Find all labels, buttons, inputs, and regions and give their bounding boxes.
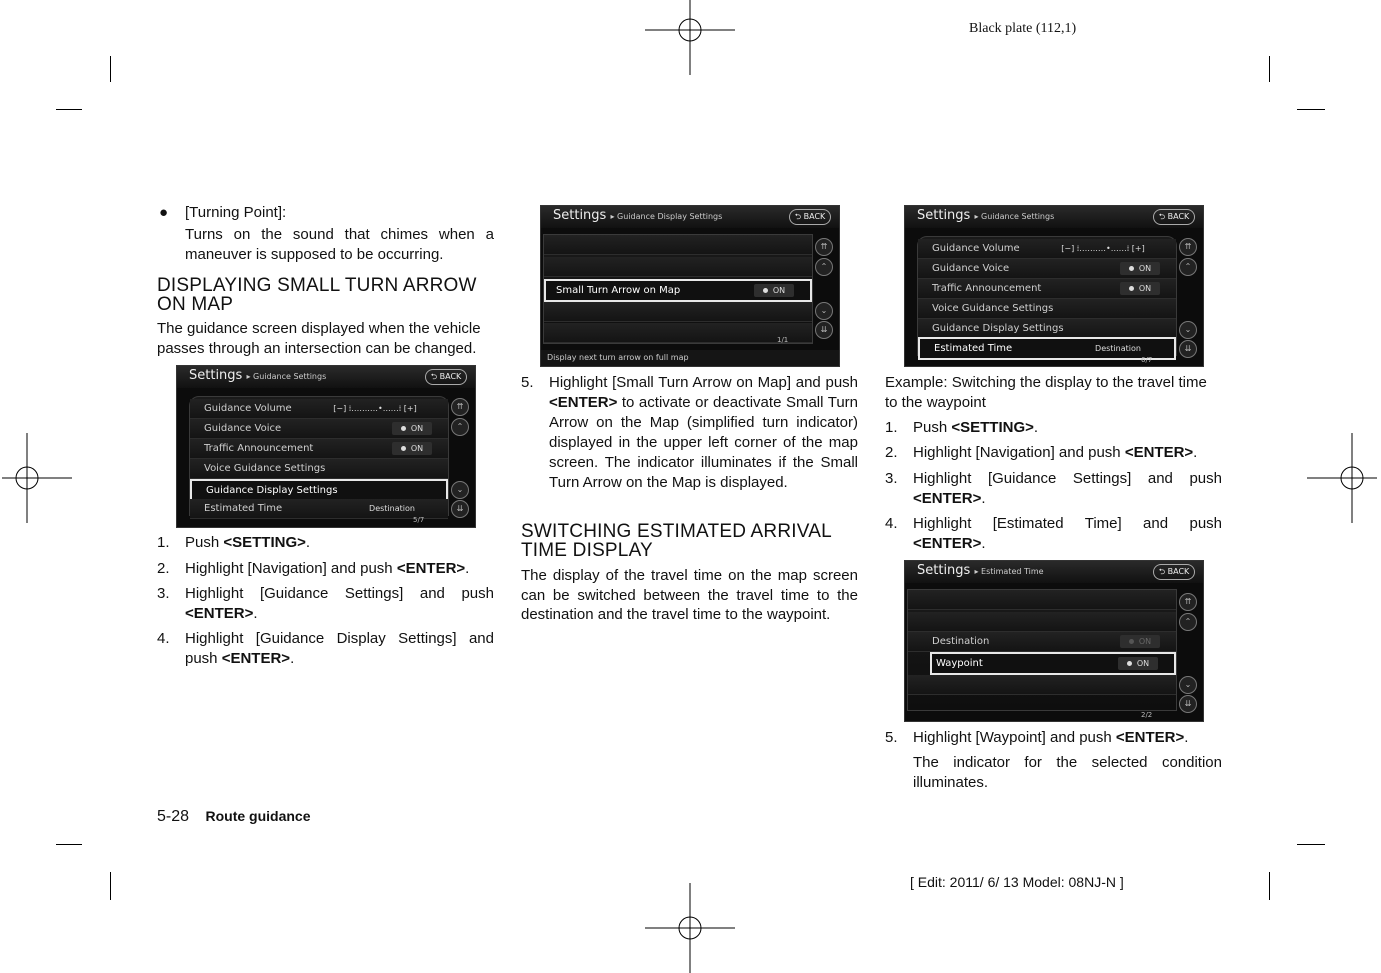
list-item (544, 235, 812, 255)
scroll-up-icon[interactable]: ⌃ (451, 418, 469, 436)
guidance-settings-screen-2 (904, 205, 1204, 367)
page-indicator: 2/2 (1141, 711, 1153, 719)
paragraph-line: passes through an intersection can be changed. (157, 340, 477, 357)
screen-help-text: Display next turn arrow on full map (541, 350, 839, 366)
list-item[interactable]: Estimated Time Destination (190, 499, 448, 519)
heading-line: SWITCHING ESTIMATED ARRIVAL (521, 521, 832, 542)
edit-info: [ Edit: 2011/ 6/ 13 Model: 08NJ-N ] (910, 874, 1124, 890)
scroll-top-icon[interactable]: ⇈ (815, 238, 833, 256)
scroll-down-icon[interactable]: ⌄ (815, 302, 833, 320)
paragraph-line: The guidance screen displayed when the vehicle (157, 320, 481, 337)
scroll-up-icon[interactable]: ⌃ (1179, 258, 1197, 276)
scroll-bottom-icon[interactable]: ⇊ (451, 500, 469, 518)
scroll-down-icon[interactable]: ⌄ (1179, 321, 1197, 339)
settings-list (189, 396, 449, 516)
scroll-up-icon[interactable]: ⌃ (1179, 613, 1197, 631)
registration-mark (1307, 433, 1381, 523)
back-button[interactable]: ⮌ BACK (789, 209, 831, 225)
scroll-down-icon[interactable]: ⌄ (1179, 676, 1197, 694)
volume-slider[interactable]: [−] ⁞‥‥‥‥‥•‥‥‥⁞ [+] (1061, 244, 1145, 253)
list-item (544, 323, 812, 343)
list-item[interactable]: Guidance Display Settings (918, 319, 1176, 339)
list-item (908, 590, 1176, 610)
list-item (908, 675, 1176, 695)
plate-label: Black plate (112,1) (969, 21, 1077, 36)
list-item-selected[interactable]: Estimated Time Destination (918, 337, 1176, 360)
section-heading (521, 522, 832, 560)
screen-header (541, 206, 839, 228)
crop-mark (56, 109, 82, 110)
screen-header (905, 206, 1203, 228)
screen-header (177, 366, 475, 388)
back-button[interactable]: ⮌ BACK (1153, 564, 1195, 580)
example-text: Example: Switching the display to the travel time to the waypoint (885, 374, 1207, 411)
screen-title: Settings ▸ Estimated Time (917, 563, 1044, 578)
scroll-top-icon[interactable]: ⇈ (1179, 238, 1197, 256)
registration-mark (645, 883, 735, 973)
list-item[interactable]: Traffic Announcement ON (190, 439, 448, 459)
list-item[interactable]: Destination ON (908, 632, 1176, 652)
list-item[interactable]: Voice Guidance Settings (190, 459, 448, 479)
list-item-selected[interactable]: Guidance Display Settings (190, 479, 448, 502)
heading-line: TIME DISPLAY (521, 540, 653, 561)
scroll-down-icon[interactable]: ⌄ (451, 481, 469, 499)
scroll-top-icon[interactable]: ⇈ (451, 398, 469, 416)
registration-mark (0, 433, 72, 523)
list-item[interactable]: Guidance Volume [−] ⁞‥‥‥‥‥•‥‥‥⁞ [+] (918, 239, 1176, 259)
list-item (908, 612, 1176, 632)
list-item-selected[interactable]: Waypoint ON (930, 652, 1176, 675)
heading-line: DISPLAYING SMALL TURN ARROW (157, 275, 477, 296)
list-item[interactable]: Traffic Announcement ON (918, 279, 1176, 299)
bullet-dot: ● (159, 204, 169, 221)
screen-title: Settings ▸ Guidance Display Settings (553, 208, 723, 223)
turning-point-bullet (157, 203, 494, 265)
list-item (544, 302, 812, 322)
crop-mark (1297, 844, 1325, 845)
scroll-top-icon[interactable]: ⇈ (1179, 593, 1197, 611)
crop-mark (1297, 109, 1325, 110)
page-indicator: 6/7 (1141, 356, 1153, 364)
crop-mark (1269, 56, 1270, 82)
section-name: Route guidance (205, 808, 311, 824)
settings-list (907, 589, 1177, 711)
section-heading (157, 276, 477, 314)
section-paragraph (157, 319, 494, 359)
crop-mark (56, 844, 82, 845)
list-item[interactable]: Guidance Voice ON (190, 419, 448, 439)
crop-mark (1269, 872, 1270, 900)
list-item-selected[interactable]: Small Turn Arrow on Map ON (544, 279, 812, 302)
list-item (544, 257, 812, 277)
page-indicator: 1/1 (777, 336, 789, 344)
back-button[interactable]: ⮌ BACK (1153, 209, 1195, 225)
step-item: 5. Highlight [Small Turn Arrow on Map] and push <ENTER> to activate or deactivate Small Turn Arrow on the Map (simplified turn indicator) displayed in the upper left corner of the map screen. The indicator illuminates if the Small Turn Arrow on the Map is displayed. (521, 374, 858, 491)
volume-slider[interactable]: [−] ⁞‥‥‥‥‥•‥‥‥⁞ [+] (333, 404, 417, 413)
back-button[interactable]: ⮌ BACK (425, 369, 467, 385)
scroll-up-icon[interactable]: ⌃ (815, 258, 833, 276)
bullet-title: [Turning Point]: (185, 204, 287, 221)
page-number: 5-28 (157, 808, 190, 825)
page-indicator: 5/7 (413, 516, 425, 524)
bullet-text: Turns on the sound that chimes when a maneuver is supposed to be occurring. (185, 226, 494, 263)
screen-header (905, 561, 1203, 583)
scroll-bottom-icon[interactable]: ⇊ (1179, 340, 1197, 358)
registration-mark (645, 0, 735, 75)
list-item[interactable]: Guidance Volume [−] ⁞‥‥‥‥‥•‥‥‥⁞ [+] (190, 399, 448, 419)
heading-line: ON MAP (157, 294, 234, 315)
guidance-settings-screen (176, 365, 476, 528)
scroll-bottom-icon[interactable]: ⇊ (815, 321, 833, 339)
step-note: The indicator for the selected condition illuminates. (913, 754, 1222, 791)
list-item[interactable]: Voice Guidance Settings (918, 299, 1176, 319)
crop-mark (110, 56, 111, 82)
footer-page (157, 808, 311, 826)
settings-list (917, 236, 1177, 356)
list-item[interactable]: Guidance Voice ON (918, 259, 1176, 279)
crop-mark (110, 872, 111, 900)
settings-list (543, 234, 813, 344)
display-settings-screen (540, 205, 840, 367)
screen-title: Settings ▸ Guidance Settings (189, 368, 327, 383)
estimated-time-screen (904, 560, 1204, 722)
section-paragraph: The display of the travel time on the map screen can be switched between the travel time to the destination and the travel time to the waypoint. (521, 567, 858, 623)
scroll-bottom-icon[interactable]: ⇊ (1179, 695, 1197, 713)
screen-title: Settings ▸ Guidance Settings (917, 208, 1055, 223)
